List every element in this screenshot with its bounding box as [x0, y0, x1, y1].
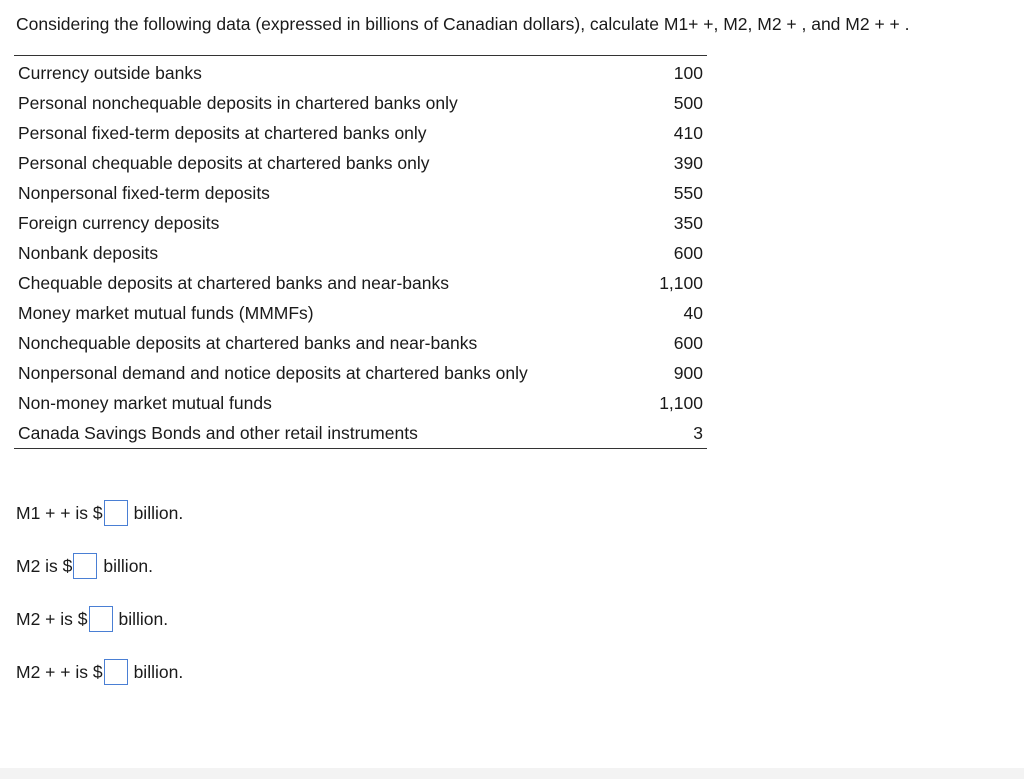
- row-label: Money market mutual funds (MMMFs): [18, 303, 314, 323]
- answer-suffix: billion.: [103, 556, 154, 576]
- row-value: 390: [673, 153, 703, 173]
- row-value: 3: [693, 423, 703, 443]
- row-label: Currency outside banks: [18, 63, 202, 83]
- answer-prefix: M2 + + is $: [16, 662, 103, 682]
- table-row: [14, 148, 707, 178]
- table-row: [14, 56, 707, 89]
- answer-suffix: billion.: [118, 609, 169, 629]
- row-label: Canada Savings Bonds and other retail instruments: [18, 423, 418, 443]
- row-label: Nonpersonal fixed-term deposits: [18, 183, 270, 203]
- row-value: 550: [673, 183, 703, 203]
- row-label: Nonchequable deposits at chartered banks and near-banks: [18, 333, 478, 353]
- row-value: 600: [673, 243, 703, 263]
- answer-m2: [16, 553, 153, 579]
- row-value: 900: [673, 363, 703, 383]
- row-label: Nonbank deposits: [18, 243, 159, 263]
- table-row: [14, 298, 707, 328]
- table-row: [14, 238, 707, 268]
- table-row: [14, 88, 707, 118]
- answer-prefix: M2 + is $: [16, 609, 88, 629]
- row-value: 40: [683, 303, 703, 323]
- row-label: Foreign currency deposits: [18, 213, 220, 233]
- table-row: [14, 178, 707, 208]
- table-row: [14, 388, 707, 418]
- table-row: [14, 118, 707, 148]
- row-label: Personal chequable deposits at chartered banks only: [18, 153, 430, 173]
- table-row: [14, 268, 707, 298]
- answer-prefix: M2 is $: [16, 556, 73, 576]
- answer-input-m2pp[interactable]: [104, 659, 128, 685]
- table-row: [14, 328, 707, 358]
- row-value: 1,100: [659, 393, 703, 413]
- row-label: Non-money market mutual funds: [18, 393, 272, 413]
- table-row: [14, 358, 707, 388]
- row-value: 410: [673, 123, 703, 143]
- row-label: Nonpersonal demand and notice deposits at chartered banks only: [18, 363, 528, 383]
- row-value: 350: [673, 213, 703, 233]
- answer-suffix: billion.: [133, 503, 184, 523]
- row-label: Personal fixed-term deposits at chartered banks only: [18, 123, 427, 143]
- data-table: [14, 55, 707, 449]
- table-row: [14, 208, 707, 238]
- answer-input-m2p[interactable]: [89, 606, 113, 632]
- row-value: 600: [673, 333, 703, 353]
- answer-input-m1pp[interactable]: [104, 500, 128, 526]
- table-row: [14, 418, 707, 449]
- question-text: Considering the following data (expressed in billions of Canadian dollars), calculate M1+ +, M2, M2 + , and M2 + + .: [16, 14, 910, 34]
- row-value: 500: [673, 93, 703, 113]
- row-label: Chequable deposits at chartered banks and near-banks: [18, 273, 449, 293]
- answer-m1pp: [16, 500, 183, 526]
- row-value: 1,100: [659, 273, 703, 293]
- answer-m2pp: [16, 659, 183, 685]
- row-label: Personal nonchequable deposits in chartered banks only: [18, 93, 458, 113]
- answer-input-m2[interactable]: [73, 553, 97, 579]
- answer-prefix: M1 + + is $: [16, 503, 103, 523]
- row-value: 100: [673, 63, 703, 83]
- answer-suffix: billion.: [133, 662, 184, 682]
- answer-m2p: [16, 606, 168, 632]
- footer-bar: [0, 768, 1024, 779]
